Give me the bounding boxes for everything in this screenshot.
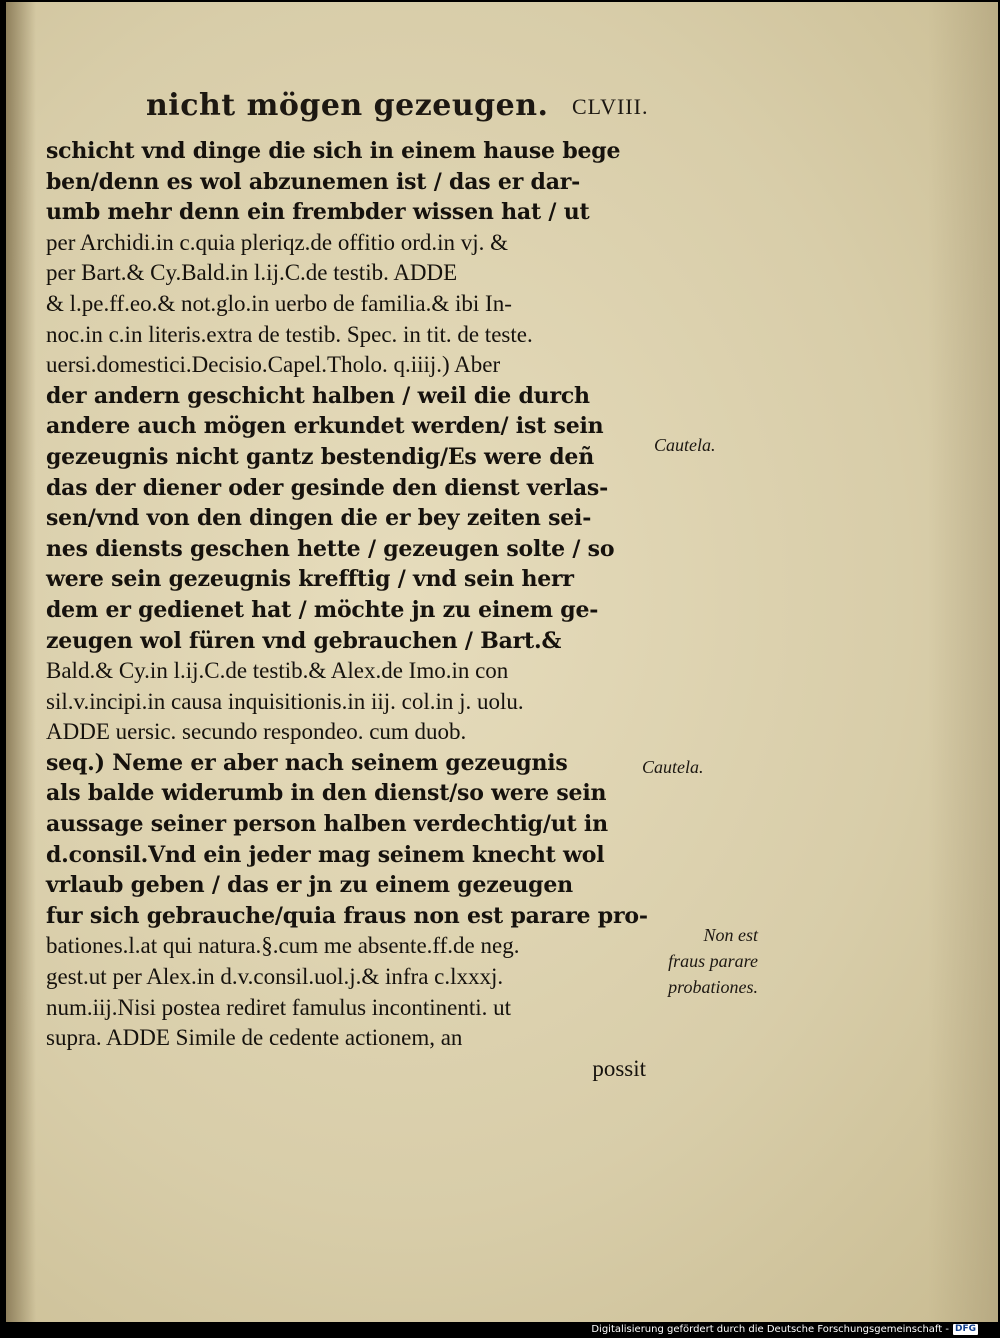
- margin-note-line: Cautela.: [642, 757, 704, 777]
- text-line: der andern geschicht halben / weil die durch: [46, 382, 590, 409]
- margin-note-non-est-fraus: [642, 922, 758, 1000]
- running-head: nicht mögen gezeugen.: [146, 88, 549, 123]
- text-line: fur sich gebrauche/quia fraus non est parare pro-: [46, 902, 648, 929]
- text-line: supra. ADDE Simile de cedente actionem, an: [46, 1025, 463, 1051]
- text-line: das der diener oder gesinde den dienst verlas-: [46, 474, 609, 501]
- page-edge-shadow: [928, 2, 998, 1322]
- folio-number: CLVIII.: [572, 94, 649, 119]
- text-line: sen/vnd von den dingen die er bey zeiten sei-: [46, 505, 592, 532]
- text-line: aussage seiner person halben verdechtig/ut in: [46, 811, 608, 838]
- text-line: vrlaub geben / das er jn zu einem gezeugen: [46, 872, 573, 899]
- digitization-credit: [591, 1322, 978, 1336]
- text-line: & l.pe.ff.eo.& not.glo.in uerbo de familia.& ibi In-: [46, 290, 512, 316]
- text-line: gezeugnis nicht gantz bestendig/Es were deñ: [46, 443, 595, 470]
- text-line: were sein gezeugnis krefftig / vnd sein herr: [46, 566, 574, 593]
- margin-note-line: fraus parare: [668, 951, 758, 971]
- catchword: possit: [592, 1055, 646, 1081]
- text-line: seq.) Neme er aber nach seinem gezeugnis: [46, 749, 568, 776]
- page-gutter-shadow: [6, 2, 36, 1322]
- text-line: Bald.& Cy.in l.ij.C.de testib.& Alex.de Imo.in con: [46, 658, 509, 684]
- text-line: d.consil.Vnd ein jeder mag seinem knecht wol: [46, 841, 605, 868]
- text-line: bationes.l.at qui natura.§.cum me absente.ff.de neg.: [46, 933, 520, 959]
- text-line: als balde widerumb in den dienst/so were sein: [46, 780, 607, 807]
- text-line: nes diensts geschen hette / gezeugen solte / so: [46, 535, 615, 562]
- margin-note-cautela: [654, 432, 716, 458]
- margin-note-line: Cautela.: [654, 435, 716, 455]
- text-line: noc.in c.in literis.extra de testib. Spec. in tit. de teste.: [46, 321, 533, 347]
- credit-text: Digitalisierung gefördert durch die Deutsche Forschungsgemeinschaft -: [591, 1323, 949, 1335]
- text-line: ben/denn es wol abzunemen ist / das er dar-: [46, 168, 581, 195]
- text-line: per Bart.& Cy.Bald.in l.ij.C.de testib. ADDE: [46, 260, 458, 286]
- text-line: schicht vnd dinge die sich in einem hause bege: [46, 138, 621, 164]
- text-line: gest.ut per Alex.in d.v.consil.uol.j.& infra c.lxxxj.: [46, 964, 504, 990]
- text-line: ADDE uersic. secundo respondeo. cum duob.: [46, 719, 467, 745]
- text-line: num.iij.Nisi postea rediret famulus incontinenti. ut: [46, 994, 512, 1020]
- text-line: dem er gedienet hat / möchte jn zu einem ge-: [46, 596, 599, 623]
- body-text: [46, 136, 646, 1084]
- dfg-logo: DFG: [954, 1323, 976, 1334]
- book-page: [6, 2, 998, 1322]
- text-line: sil.v.incipi.in causa inquisitionis.in iij. col.in j. uolu.: [46, 688, 524, 714]
- margin-note-line: Non est: [703, 925, 758, 945]
- margin-note-line: probationes.: [668, 977, 758, 997]
- text-line: uersi.domestici.Decisio.Capel.Tholo. q.iiij.) Aber: [46, 352, 501, 378]
- margin-note-cautela: [642, 754, 704, 780]
- text-line: andere auch mögen erkundet werden/ ist sein: [46, 413, 604, 440]
- text-line: zeugen wol füren vnd gebrauchen / Bart.&: [46, 627, 562, 654]
- text-line: umb mehr denn ein frembder wissen hat / ut: [46, 199, 590, 226]
- text-line: per Archidi.in c.quia pleriqz.de offitio ord.in vj. &: [46, 229, 509, 255]
